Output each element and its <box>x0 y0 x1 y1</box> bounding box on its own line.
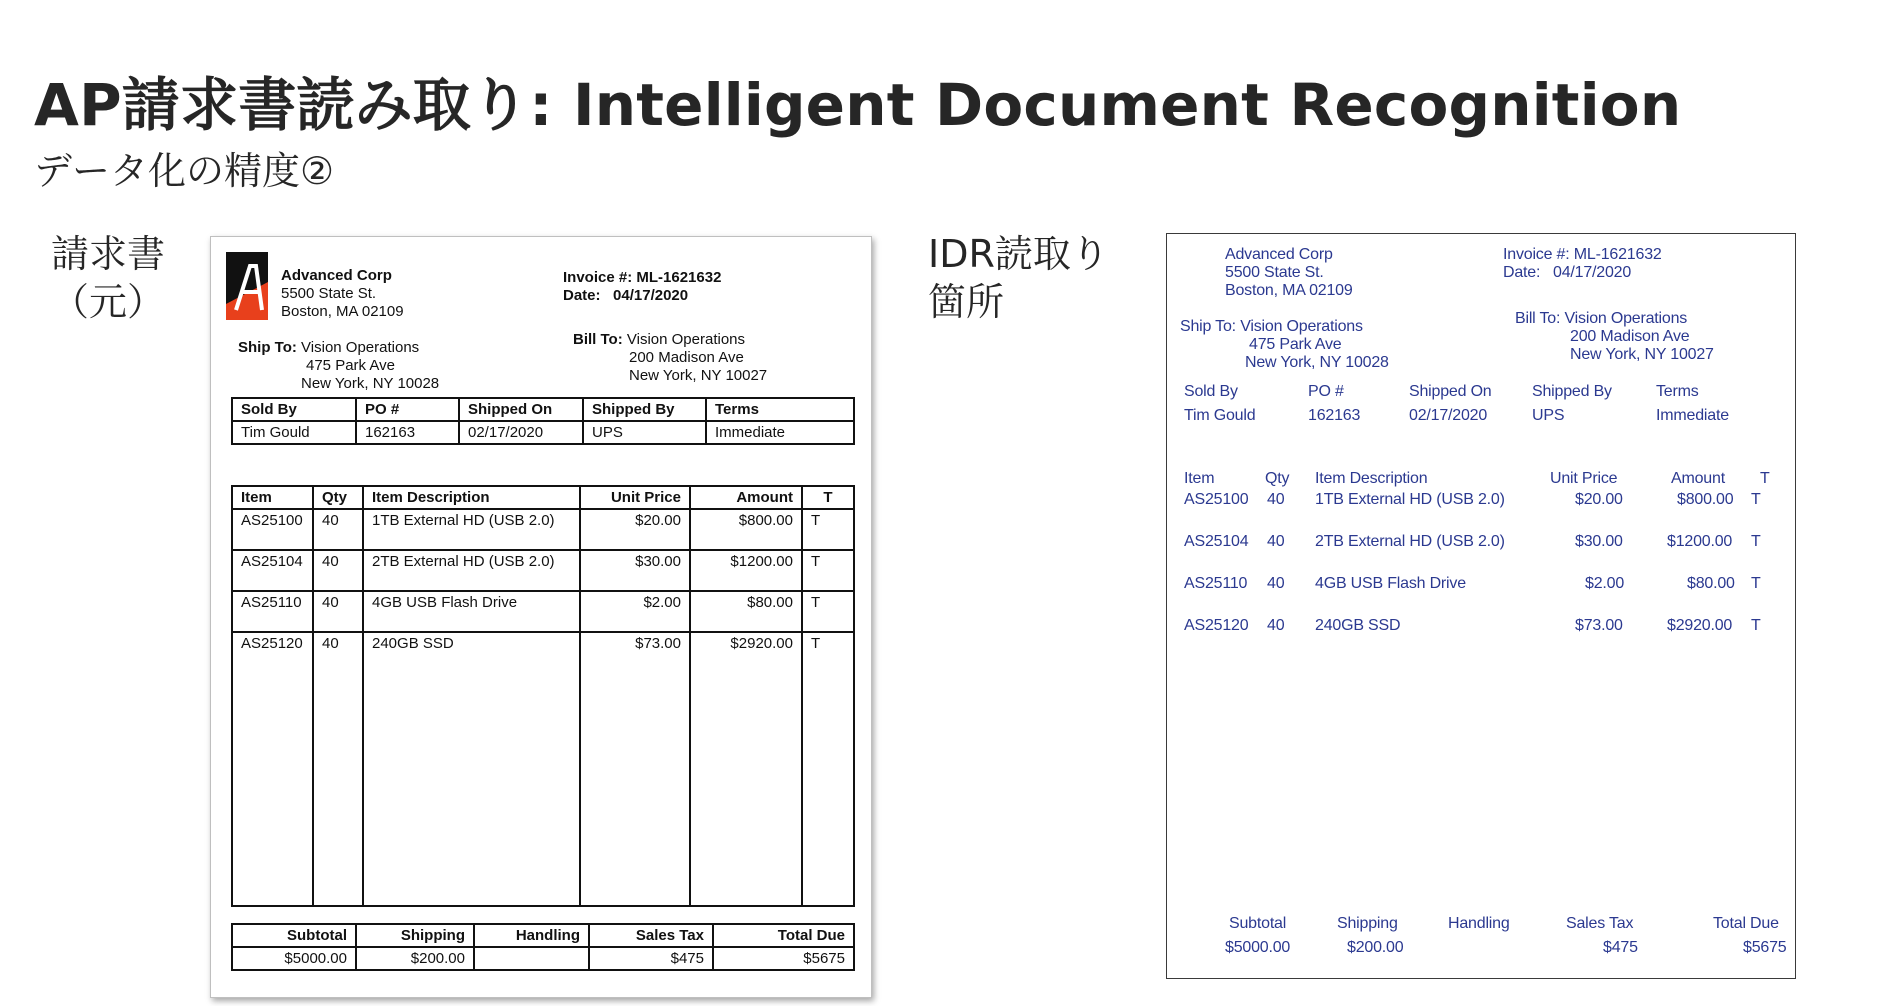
item-qty: 40 <box>313 550 363 591</box>
items-header-amount: Amount <box>690 486 802 509</box>
idr-item-amount: $80.00 <box>1687 575 1735 592</box>
company-logo <box>226 252 268 320</box>
original-label-line-1: 請求書 <box>50 232 165 276</box>
idr-label-line-2: 箇所 <box>928 280 1005 324</box>
idr-item-unit-price: $20.00 <box>1575 491 1623 508</box>
item-qty: 40 <box>313 509 363 550</box>
items-header-unit-price: Unit Price <box>580 486 690 509</box>
original-invoice <box>210 236 872 998</box>
idr-bill-to-line-1 <box>1515 310 1687 328</box>
idr-item-tax-flag: T <box>1751 533 1761 550</box>
idr-invoice-date-field <box>1503 264 1631 282</box>
item-tax-flag: T <box>802 509 854 550</box>
idr-items-header-description: Item Description <box>1315 470 1428 487</box>
idr-item-qty: 40 <box>1267 575 1285 592</box>
item-unit-price: $30.00 <box>580 550 690 591</box>
bill-to-name: Vision Operations <box>626 331 746 348</box>
idr-extraction-panel <box>1166 233 1796 979</box>
idr-total-shipping: $200.00 <box>1347 939 1404 956</box>
bill-to-city: New York, NY 10027 <box>629 367 768 384</box>
total-sales-tax: $475 <box>589 947 713 970</box>
idr-order-shipped-by: UPS <box>1532 407 1565 424</box>
item-description: 240GB SSD <box>363 632 580 906</box>
idr-totals-header-total-due: Total Due <box>1713 915 1779 932</box>
order-po: 162163 <box>356 421 459 444</box>
table-row <box>232 550 854 591</box>
totals-header-handling: Handling <box>474 924 589 947</box>
idr-item-code: AS25100 <box>1184 491 1249 508</box>
idr-item-tax-flag: T <box>1751 575 1761 592</box>
table-row <box>232 591 854 632</box>
idr-totals-header-handling: Handling <box>1448 915 1510 932</box>
idr-ship-to-street: 475 Park Ave <box>1249 336 1342 353</box>
order-info-value-row <box>232 421 854 444</box>
totals-value-row <box>232 947 854 970</box>
idr-bill-to-name: Vision Operations <box>1564 310 1688 327</box>
idr-item-unit-price: $30.00 <box>1575 533 1623 550</box>
order-header-sold-by: Sold By <box>232 398 356 421</box>
idr-company-name: Advanced Corp <box>1225 246 1333 263</box>
item-amount: $1200.00 <box>690 550 802 591</box>
idr-item-amount: $2920.00 <box>1667 617 1733 634</box>
idr-totals-header-sales-tax: Sales Tax <box>1566 915 1634 932</box>
totals-header-total-due: Total Due <box>713 924 854 947</box>
invoice-number-field <box>563 269 721 286</box>
line-items-header-row <box>232 486 854 509</box>
order-header-po: PO # <box>356 398 459 421</box>
idr-item-qty: 40 <box>1267 533 1285 550</box>
items-header-item: Item <box>232 486 313 509</box>
bill-to-line-1 <box>573 331 745 348</box>
slide-subtitle: データ化の精度② <box>34 149 335 193</box>
items-header-qty: Qty <box>313 486 363 509</box>
item-unit-price: $20.00 <box>580 509 690 550</box>
table-row <box>232 509 854 550</box>
idr-totals-header-subtotal: Subtotal <box>1229 915 1287 932</box>
idr-item-description: 1TB External HD (USB 2.0) <box>1315 491 1505 508</box>
idr-items-header-amount: Amount <box>1671 470 1725 487</box>
idr-items-header-item: Item <box>1184 470 1215 487</box>
idr-order-shipped-on: 02/17/2020 <box>1409 407 1488 424</box>
item-code: AS25100 <box>232 509 313 550</box>
order-shipped-by: UPS <box>583 421 706 444</box>
order-sold-by: Tim Gould <box>232 421 356 444</box>
item-description: 4GB USB Flash Drive <box>363 591 580 632</box>
item-qty: 40 <box>313 632 363 906</box>
item-code: AS25110 <box>232 591 313 632</box>
ship-to-street: 475 Park Ave <box>306 357 395 374</box>
item-amount: $800.00 <box>690 509 802 550</box>
company-street: 5500 State St. <box>281 285 377 302</box>
idr-item-qty: 40 <box>1267 491 1285 508</box>
idr-item-qty: 40 <box>1267 617 1285 634</box>
idr-invoice-number-field <box>1503 246 1662 264</box>
idr-bill-to-label: Bill To: <box>1515 310 1561 327</box>
items-header-tax: T <box>802 486 854 509</box>
item-tax-flag: T <box>802 632 854 906</box>
idr-ship-to-label: Ship To: <box>1180 318 1236 335</box>
order-info-table <box>231 397 855 445</box>
order-header-shipped-on: Shipped On <box>459 398 583 421</box>
slide-title: AP請求書読み取り: Intelligent Document Recognition <box>34 71 1682 139</box>
idr-totals-header-shipping: Shipping <box>1337 915 1398 932</box>
idr-items-header-qty: Qty <box>1265 470 1290 487</box>
line-items-table <box>231 485 855 907</box>
invoice-date: 04/17/2020 <box>613 287 689 304</box>
ship-to-city: New York, NY 10028 <box>301 375 440 392</box>
item-tax-flag: T <box>802 550 854 591</box>
total-due: $5675 <box>713 947 854 970</box>
idr-item-amount: $1200.00 <box>1667 533 1733 550</box>
idr-ship-to-city: New York, NY 10028 <box>1245 354 1389 371</box>
idr-order-header-shipped-by: Shipped By <box>1532 383 1612 400</box>
idr-order-sold-by: Tim Gould <box>1184 407 1256 424</box>
order-info-header-row <box>232 398 854 421</box>
idr-company-street: 5500 State St. <box>1225 264 1324 281</box>
idr-invoice-number: ML-1621632 <box>1573 246 1662 263</box>
idr-order-header-sold-by: Sold By <box>1184 383 1238 400</box>
idr-invoice-number-label: Invoice #: <box>1503 246 1570 263</box>
totals-header-shipping: Shipping <box>356 924 474 947</box>
idr-label-line-1: IDR読取り <box>928 232 1109 276</box>
order-header-terms: Terms <box>706 398 854 421</box>
item-tax-flag: T <box>802 591 854 632</box>
idr-item-description: 4GB USB Flash Drive <box>1315 575 1466 592</box>
idr-bill-to-city: New York, NY 10027 <box>1570 346 1714 363</box>
totals-header-row <box>232 924 854 947</box>
company-name: Advanced Corp <box>281 267 392 284</box>
item-amount: $80.00 <box>690 591 802 632</box>
idr-order-header-po: PO # <box>1308 383 1344 400</box>
order-shipped-on: 02/17/2020 <box>459 421 583 444</box>
total-subtotal: $5000.00 <box>232 947 356 970</box>
bill-to-street: 200 Madison Ave <box>629 349 744 366</box>
idr-order-header-shipped-on: Shipped On <box>1409 383 1492 400</box>
original-invoice-label <box>48 230 168 326</box>
total-shipping: $200.00 <box>356 947 474 970</box>
idr-company-city: Boston, MA 02109 <box>1225 282 1353 299</box>
idr-item-code: AS25120 <box>1184 617 1249 634</box>
bill-to-label: Bill To: <box>573 331 623 348</box>
invoice-date-field <box>563 287 688 304</box>
idr-order-po: 162163 <box>1308 407 1361 424</box>
idr-items-header-tax: T <box>1760 470 1770 487</box>
item-unit-price: $2.00 <box>580 591 690 632</box>
idr-item-tax-flag: T <box>1751 617 1761 634</box>
item-unit-price: $73.00 <box>580 632 690 906</box>
total-handling <box>474 947 589 970</box>
order-terms: Immediate <box>706 421 854 444</box>
idr-item-tax-flag: T <box>1751 491 1761 508</box>
idr-item-unit-price: $73.00 <box>1575 617 1623 634</box>
totals-header-sales-tax: Sales Tax <box>589 924 713 947</box>
ship-to-name: Vision Operations <box>301 339 420 356</box>
idr-item-code: AS25110 <box>1184 575 1248 592</box>
idr-ship-to-name: Vision Operations <box>1240 318 1363 335</box>
item-code: AS25120 <box>232 632 313 906</box>
invoice-number: ML-1621632 <box>636 269 722 286</box>
ship-to-line-1 <box>238 339 419 356</box>
company-city: Boston, MA 02109 <box>281 303 404 320</box>
idr-order-terms: Immediate <box>1656 407 1729 424</box>
idr-item-code: AS25104 <box>1184 533 1249 550</box>
idr-ship-to-line-1 <box>1180 318 1363 336</box>
table-row <box>232 632 854 906</box>
order-header-shipped-by: Shipped By <box>583 398 706 421</box>
item-description: 2TB External HD (USB 2.0) <box>363 550 580 591</box>
idr-order-header-terms: Terms <box>1656 383 1699 400</box>
item-qty: 40 <box>313 591 363 632</box>
idr-total-sales-tax: $475 <box>1603 939 1638 956</box>
invoice-date-label: Date: <box>563 287 601 304</box>
ship-to-label: Ship To: <box>238 339 297 356</box>
idr-bill-to-street: 200 Madison Ave <box>1570 328 1690 345</box>
idr-invoice-date-label: Date: <box>1503 264 1541 281</box>
original-label-line-2: （元） <box>50 280 165 324</box>
idr-invoice-date: 04/17/2020 <box>1553 264 1632 281</box>
item-description: 1TB External HD (USB 2.0) <box>363 509 580 550</box>
item-code: AS25104 <box>232 550 313 591</box>
items-header-description: Item Description <box>363 486 580 509</box>
idr-item-description: 240GB SSD <box>1315 617 1401 634</box>
idr-total-subtotal: $5000.00 <box>1225 939 1291 956</box>
totals-table <box>231 923 855 971</box>
idr-items-header-unit-price: Unit Price <box>1550 470 1618 487</box>
idr-item-description: 2TB External HD (USB 2.0) <box>1315 533 1505 550</box>
idr-area-label <box>928 230 1128 326</box>
invoice-number-label: Invoice #: <box>563 269 633 286</box>
idr-total-due: $5675 <box>1743 939 1787 956</box>
totals-header-subtotal: Subtotal <box>232 924 356 947</box>
idr-item-unit-price: $2.00 <box>1585 575 1625 592</box>
item-amount: $2920.00 <box>690 632 802 906</box>
idr-item-amount: $800.00 <box>1677 491 1734 508</box>
